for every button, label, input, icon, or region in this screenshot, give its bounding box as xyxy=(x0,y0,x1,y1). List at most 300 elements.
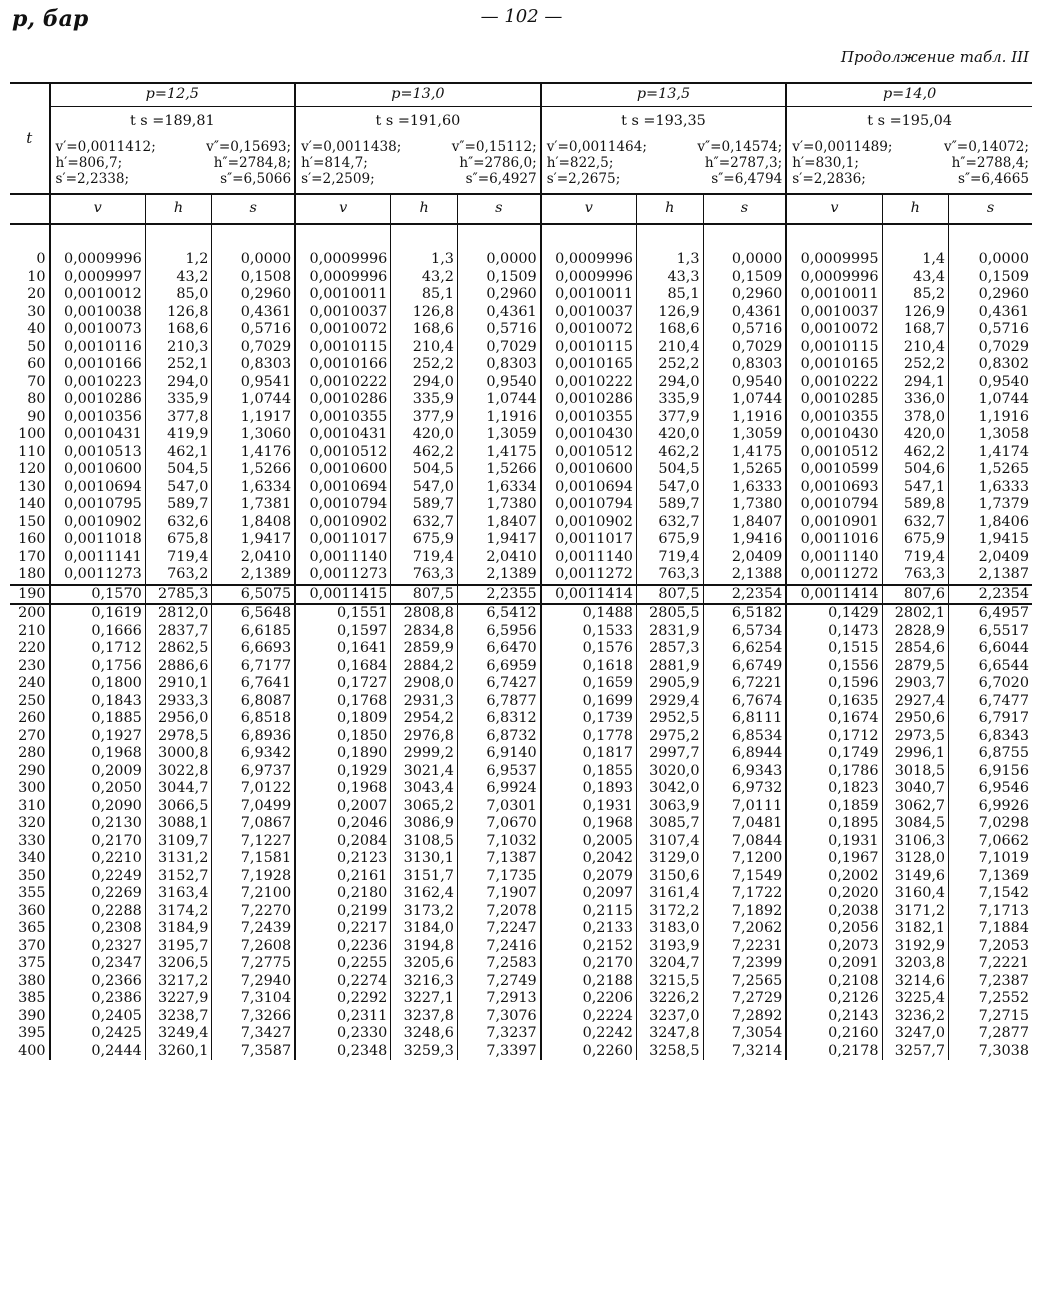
table-cell-value: 7,2608 xyxy=(240,937,292,954)
table-cell-value: 1,3 xyxy=(431,251,454,267)
table-cell-value: 0,0010902 xyxy=(63,513,142,530)
table-cell-value: 7,2583 xyxy=(486,955,537,971)
table-cell-value: 0,0010693 xyxy=(800,478,879,495)
table-cell-value: 0,2152 xyxy=(582,937,633,954)
table-cell-value: 0,0010116 xyxy=(63,338,142,355)
blank-header-cell xyxy=(10,194,50,224)
saturated-vapor-value: s″=6,4927 xyxy=(465,171,537,187)
table-cell-value: 763,3 xyxy=(903,566,946,582)
entropy-column xyxy=(457,710,540,798)
table-cell-value: 7,1907 xyxy=(486,885,537,901)
table-cell-value: 0,1968 xyxy=(582,815,633,831)
table-cell-value: 378,0 xyxy=(903,408,946,425)
table-cell-value: 7,1387 xyxy=(486,850,537,866)
pressure-header-row xyxy=(10,83,1032,107)
temperature-value: 100 xyxy=(18,426,46,442)
temperature-values xyxy=(10,710,50,798)
table-cell-value: 6,8936 xyxy=(240,727,292,744)
table-cell-value: 3173,2 xyxy=(403,902,454,919)
table-cell-value: 3249,4 xyxy=(158,1025,209,1041)
table-cell-value: 2,1389 xyxy=(486,566,537,582)
table-cell-value: 419,9 xyxy=(167,426,209,442)
table-cell-value: 0,1666 xyxy=(91,622,142,639)
table-cell-value: 0,2038 xyxy=(828,902,879,919)
table-cell-value: 7,2270 xyxy=(240,902,292,919)
table-cell-value: 6,7877 xyxy=(486,692,537,709)
saturated-vapor-value: s″=6,4665 xyxy=(957,171,1029,187)
table-cell-value: 763,3 xyxy=(658,566,700,582)
table-cell-value: 0,0010286 xyxy=(555,391,633,407)
table-cell-value: 0,2274 xyxy=(336,972,388,989)
table-cell-value: 7,2715 xyxy=(978,1007,1029,1024)
table-cell-value: 6,9737 xyxy=(240,762,292,779)
table-cell-value: 2,0410 xyxy=(486,548,537,565)
table-cell-value: 0,2178 xyxy=(828,1042,879,1059)
table-cell-value: 0,0010599 xyxy=(800,461,879,477)
table-cell-value: 0,1929 xyxy=(336,762,388,779)
table-cell-value: 1,1916 xyxy=(486,408,537,425)
table-cell-value: 0,2292 xyxy=(336,990,388,1006)
entropy-column xyxy=(949,605,1032,623)
table-cell-value: 6,5648 xyxy=(240,605,292,621)
table-cell-value: 3182,1 xyxy=(894,920,946,936)
table-cell-value: 0,0011018 xyxy=(63,531,142,547)
table-cell-value: 719,4 xyxy=(412,548,454,565)
table-row-group xyxy=(10,623,1032,711)
specific-volume-column xyxy=(541,605,637,623)
table-cell-value: 6,5734 xyxy=(731,622,783,639)
enthalpy-column xyxy=(391,973,458,1061)
table-cell-value: 0,1596 xyxy=(828,675,879,691)
table-cell-value: 7,3587 xyxy=(240,1042,292,1059)
table-cell-value: 1,8408 xyxy=(240,513,292,530)
temperature-values xyxy=(10,798,50,886)
temperature-value: 110 xyxy=(18,443,46,460)
saturated-liquid-value: s′=2,2675; xyxy=(546,171,621,187)
saturated-liquid-value: s′=2,2836; xyxy=(792,171,866,187)
table-cell-value: 0,0010430 xyxy=(555,426,633,442)
table-cell-value: 420,0 xyxy=(903,426,946,442)
temperature-value: 30 xyxy=(27,303,46,320)
table-cell-value: 0,0011017 xyxy=(555,531,633,547)
table-cell-value: 0,8303 xyxy=(731,356,783,372)
specific-volume-column xyxy=(50,885,146,973)
table-cell-value: 6,9546 xyxy=(978,780,1029,796)
table-cell-value: 43,4 xyxy=(913,268,946,285)
table-cell-value: 210,4 xyxy=(658,338,700,355)
table-cell-value: 126,9 xyxy=(903,303,946,320)
table-cell-value: 3066,5 xyxy=(158,797,209,814)
table-cell-value: 7,0499 xyxy=(240,797,292,814)
table-cell-value: 0,2170 xyxy=(91,832,142,849)
specific-volume-column xyxy=(786,710,882,798)
table-cell-value: 0,2084 xyxy=(336,832,388,849)
table-cell-value: 6,9342 xyxy=(240,745,292,761)
table-cell-value: 7,0301 xyxy=(486,797,537,814)
table-cell-value: 7,0122 xyxy=(240,780,292,796)
saturation-properties xyxy=(295,137,541,194)
specific-volume-column xyxy=(541,224,637,356)
table-cell-value: 0,0009995 xyxy=(800,251,879,267)
table-cell-value: 335,9 xyxy=(412,391,454,407)
table-cell-value: 0,1786 xyxy=(828,762,879,779)
table-cell-value: 6,7917 xyxy=(978,710,1029,726)
specific-volume-column xyxy=(50,623,146,711)
table-cell-value: 7,2565 xyxy=(731,972,783,989)
table-row-group xyxy=(10,885,1032,973)
specific-volume-column xyxy=(50,586,146,605)
specific-volume-column xyxy=(295,710,391,798)
table-cell-value: 1,9417 xyxy=(486,531,537,547)
table-cell-value: 6,6470 xyxy=(486,640,537,656)
table-cell-value: 0,0010355 xyxy=(309,408,388,425)
table-cell-value: 0,2005 xyxy=(582,832,633,849)
table-cell-value: 2886,6 xyxy=(158,657,209,674)
table-cell-value: 1,4175 xyxy=(731,443,783,460)
entropy-column xyxy=(703,444,786,532)
table-cell-value: 1,5265 xyxy=(978,461,1029,477)
table-cell-value: 7,2877 xyxy=(978,1025,1029,1041)
specific-volume-column xyxy=(786,444,882,532)
table-cell-value: 335,9 xyxy=(167,391,209,407)
enthalpy-column xyxy=(882,885,949,973)
table-cell-value: 0,1641 xyxy=(336,640,388,656)
enthalpy-column xyxy=(145,224,212,356)
entropy-column xyxy=(457,586,540,605)
table-cell-value: 0,0009996 xyxy=(800,268,879,285)
table-cell-value: 3106,3 xyxy=(894,832,946,849)
specific-volume-column xyxy=(786,356,882,444)
table-cell-value: 6,9926 xyxy=(978,797,1029,814)
temperature-value: 60 xyxy=(27,356,46,372)
table-cell-value: 0,2960 xyxy=(486,286,537,302)
table-cell-value: 0,1509 xyxy=(978,268,1029,285)
table-cell-value: 0,4361 xyxy=(731,303,783,320)
table-cell-value: 6,7674 xyxy=(731,692,783,709)
table-cell-value: 6,8111 xyxy=(731,710,783,726)
table-cell-value: 2828,9 xyxy=(894,622,946,639)
table-cell-value: 462,2 xyxy=(658,443,700,460)
table-cell-value: 0,0010012 xyxy=(63,286,142,302)
temperature-values xyxy=(10,356,50,444)
table-cell-value: 3193,9 xyxy=(649,937,700,954)
table-cell-value: 7,2940 xyxy=(240,972,292,989)
table-row-group xyxy=(10,710,1032,798)
temperature-values xyxy=(10,444,50,532)
entropy-column xyxy=(703,798,786,886)
table-cell-value: 3128,0 xyxy=(894,850,946,866)
enthalpy-column xyxy=(636,356,703,444)
entropy-column xyxy=(703,531,786,585)
table-cell-value: 0,9540 xyxy=(978,373,1029,390)
entropy-column xyxy=(212,885,295,973)
table-cell-value: 3043,4 xyxy=(403,780,454,796)
table-cell-value: 2837,7 xyxy=(158,622,209,639)
table-cell-value: 632,7 xyxy=(658,513,700,530)
table-cell-value: 6,9140 xyxy=(486,745,537,761)
temperature-value: 210 xyxy=(18,622,46,639)
pressure-unit-label: p, бар xyxy=(12,6,89,32)
temperature-value: 385 xyxy=(18,990,46,1006)
table-cell-value: 168,7 xyxy=(903,321,946,337)
table-cell-value: 7,3266 xyxy=(240,1007,292,1024)
temperature-values xyxy=(10,623,50,711)
table-cell-value: 85,0 xyxy=(176,286,209,302)
table-cell-value: 2,1389 xyxy=(240,566,292,582)
entropy-column xyxy=(212,973,295,1061)
table-cell-value: 719,4 xyxy=(658,548,700,565)
table-cell-value: 85,2 xyxy=(913,286,946,302)
table-cell-value: 2978,5 xyxy=(158,727,209,744)
table-cell-value: 6,8732 xyxy=(486,727,537,744)
table-cell-value: 7,0111 xyxy=(731,797,783,814)
table-cell-value: 0,1727 xyxy=(336,675,388,691)
pressure-heading: p=13,5 xyxy=(541,83,787,107)
entropy-column xyxy=(212,710,295,798)
specific-volume-column xyxy=(295,224,391,356)
table-cell-value: 0,1619 xyxy=(91,605,142,621)
table-cell-value: 2973,5 xyxy=(894,727,946,744)
table-cell-value: 210,3 xyxy=(167,338,209,355)
table-cell-value: 0,2311 xyxy=(336,1007,388,1024)
table-cell-value: 6,6693 xyxy=(240,640,292,656)
table-cell-value: 0,1674 xyxy=(828,710,879,726)
table-cell-value: 3063,9 xyxy=(649,797,700,814)
table-cell-value: 0,2327 xyxy=(91,937,142,954)
enthalpy-column xyxy=(145,356,212,444)
table-cell-value: 6,8312 xyxy=(486,710,537,726)
table-cell-value: 7,3076 xyxy=(486,1007,537,1024)
table-cell-value: 0,2348 xyxy=(336,1042,388,1059)
table-cell-value: 0,0011272 xyxy=(800,566,879,582)
enthalpy-column xyxy=(636,224,703,356)
temperature-value: 20 xyxy=(27,286,46,302)
table-cell-value: 0,1843 xyxy=(91,692,142,709)
table-cell-value: 547,0 xyxy=(658,478,700,495)
table-cell-value: 0,1749 xyxy=(828,745,879,761)
table-cell-value: 7,2913 xyxy=(486,990,537,1006)
enthalpy-header: h xyxy=(145,194,212,224)
saturation-properties xyxy=(50,137,296,194)
table-cell-value: 0,0010115 xyxy=(309,338,388,355)
enthalpy-column xyxy=(145,586,212,605)
table-cell-value: 2831,9 xyxy=(649,622,700,639)
table-cell-value: 3216,3 xyxy=(403,972,454,989)
enthalpy-column xyxy=(882,623,949,711)
table-cell-value: 589,8 xyxy=(903,496,946,512)
enthalpy-column xyxy=(145,798,212,886)
temperature-value: 120 xyxy=(18,461,46,477)
table-cell-value: 504,5 xyxy=(167,461,209,477)
temperature-value: 280 xyxy=(18,745,46,761)
table-cell-value: 7,2078 xyxy=(486,902,537,919)
table-cell-value: 0,2960 xyxy=(731,286,783,302)
table-cell-value: 0,0010794 xyxy=(309,496,388,512)
table-cell-value: 0,2308 xyxy=(91,920,142,936)
enthalpy-column xyxy=(636,531,703,585)
table-cell-value: 0,1885 xyxy=(91,710,142,726)
table-cell-value: 6,6185 xyxy=(240,622,292,639)
table-cell-value: 7,2247 xyxy=(486,920,537,936)
table-cell-value: 168,6 xyxy=(412,321,454,337)
table-cell-value: 2905,9 xyxy=(649,675,700,691)
table-cell-value: 0,1927 xyxy=(91,727,142,744)
table-cell-value: 3227,1 xyxy=(403,990,454,1006)
temperature-value: 250 xyxy=(18,692,46,709)
table-cell-value: 2812,0 xyxy=(158,605,209,621)
table-cell-value: 547,0 xyxy=(412,478,454,495)
temperature-value: 370 xyxy=(18,937,46,954)
table-cell-value: 3109,7 xyxy=(158,832,209,849)
table-cell-value: 2805,5 xyxy=(649,605,700,621)
table-row-group xyxy=(10,973,1032,1061)
table-cell-value: 0,4361 xyxy=(978,303,1029,320)
table-cell-value: 2933,3 xyxy=(158,692,209,709)
enthalpy-column xyxy=(882,444,949,532)
saturated-liquid-value: s′=2,2509; xyxy=(301,171,375,187)
table-cell-value: 0,2217 xyxy=(336,920,388,936)
enthalpy-column xyxy=(391,356,458,444)
temperature-value: 355 xyxy=(18,885,46,901)
table-cell-value: 2802,1 xyxy=(894,605,946,621)
table-cell-value: 0,1768 xyxy=(336,692,388,709)
table-cell-value: 7,0670 xyxy=(486,815,537,831)
table-cell-value: 6,5182 xyxy=(731,605,783,621)
table-cell-value: 1,0744 xyxy=(486,391,537,407)
table-cell-value: 3042,0 xyxy=(649,780,700,796)
table-cell-value: 7,0844 xyxy=(731,832,783,849)
table-cell-value: 0,2050 xyxy=(91,780,142,796)
table-cell-value: 0,0010011 xyxy=(555,286,633,302)
table-cell-value: 2997,7 xyxy=(649,745,700,761)
table-cell-value: 3162,4 xyxy=(403,885,454,901)
saturated-liquid-value: v′=0,0011412; xyxy=(55,139,156,155)
enthalpy-column xyxy=(882,798,949,886)
table-cell-value: 1,7379 xyxy=(978,496,1029,512)
specific-volume-column xyxy=(295,356,391,444)
saturation-properties xyxy=(786,137,1032,194)
table-cell-value: 3107,4 xyxy=(649,832,700,849)
table-cell-value: 0,2249 xyxy=(91,867,142,884)
entropy-column xyxy=(457,444,540,532)
table-cell-value: 0,0010600 xyxy=(63,461,142,477)
table-cell-value: 1,9416 xyxy=(731,531,783,547)
table-cell-value: 0,0009996 xyxy=(555,268,633,285)
table-cell-value: 7,2729 xyxy=(731,990,783,1006)
table-cell-value: 252,1 xyxy=(167,356,209,372)
enthalpy-column xyxy=(636,444,703,532)
saturated-liquid-value: v′=0,0011438; xyxy=(301,139,402,155)
entropy-column xyxy=(212,444,295,532)
entropy-header: s xyxy=(457,194,540,224)
specific-volume-column xyxy=(50,531,146,585)
enthalpy-column xyxy=(391,586,458,605)
temperature-value: 395 xyxy=(18,1025,46,1041)
table-cell-value: 0,1931 xyxy=(828,832,879,849)
table-cell-value: 0,8302 xyxy=(978,356,1029,372)
table-cell-value: 1,7380 xyxy=(486,496,537,512)
entropy-column xyxy=(703,586,786,605)
table-cell-value: 0,2056 xyxy=(828,920,879,936)
table-cell-value: 0,0011273 xyxy=(309,566,388,582)
table-cell-value: 0,0010011 xyxy=(309,286,388,302)
table-cell-value: 1,0744 xyxy=(240,391,292,407)
table-cell-value: 0,2090 xyxy=(91,797,142,814)
specific-volume-column xyxy=(541,586,637,605)
table-cell-value: 0,5716 xyxy=(240,321,292,337)
table-cell-value: 589,7 xyxy=(412,496,454,512)
enthalpy-column xyxy=(145,973,212,1061)
entropy-column xyxy=(949,973,1032,1061)
temperature-value: 10 xyxy=(27,268,46,285)
table-cell-value: 1,6333 xyxy=(731,478,783,495)
table-cell-value: 0,0011017 xyxy=(309,531,388,547)
temperature-value: 180 xyxy=(18,566,46,582)
table-cell-value: 3192,9 xyxy=(894,937,946,954)
table-cell-value: 7,3054 xyxy=(731,1025,783,1041)
specific-volume-column xyxy=(295,444,391,532)
table-cell-value: 377,8 xyxy=(167,408,209,425)
table-cell-value: 7,1542 xyxy=(978,885,1029,901)
table-cell-value: 126,8 xyxy=(167,303,209,320)
saturated-liquid-value: v′=0,0011489; xyxy=(792,139,893,155)
table-cell-value: 1,7381 xyxy=(240,496,292,512)
enthalpy-header: h xyxy=(391,194,458,224)
table-cell-value: 0,2130 xyxy=(91,815,142,831)
table-cell-value: 1,0744 xyxy=(731,391,783,407)
specific-volume-column xyxy=(786,623,882,711)
table-cell-value: 3131,2 xyxy=(158,850,209,866)
table-cell-value: 3236,2 xyxy=(894,1007,946,1024)
specific-volume-column xyxy=(786,885,882,973)
entropy-column xyxy=(212,798,295,886)
table-cell-value: 3163,4 xyxy=(158,885,209,901)
table-cell-value: 294,0 xyxy=(167,373,209,390)
table-cell-value: 377,9 xyxy=(658,408,700,425)
table-cell-value: 0,1570 xyxy=(91,585,142,602)
specific-volume-column xyxy=(786,531,882,585)
table-cell-value: 0,0009996 xyxy=(309,251,388,267)
entropy-column xyxy=(949,885,1032,973)
table-cell-value: 0,1618 xyxy=(582,657,633,674)
table-cell-value: 0,5716 xyxy=(978,321,1029,337)
table-cell-value: 0,1968 xyxy=(91,745,142,761)
temperature-value: 290 xyxy=(18,762,46,779)
table-cell-value: 719,4 xyxy=(167,548,209,565)
table-cell-value: 6,6749 xyxy=(731,657,783,674)
enthalpy-column xyxy=(391,531,458,585)
table-cell-value: 462,2 xyxy=(412,443,454,460)
specific-volume-column xyxy=(295,973,391,1061)
enthalpy-column xyxy=(391,710,458,798)
table-cell-value: 3237,8 xyxy=(403,1007,454,1024)
table-cell-value: 7,2416 xyxy=(486,937,537,954)
table-cell-value: 0,1778 xyxy=(582,727,633,744)
table-cell-value: 547,1 xyxy=(903,478,946,495)
saturated-vapor-value: v″=0,14072; xyxy=(944,139,1029,155)
table-cell-value: 420,0 xyxy=(658,426,700,442)
table-cell-value: 6,7177 xyxy=(240,657,292,674)
enthalpy-column xyxy=(882,586,949,605)
table-cell-value: 6,9537 xyxy=(486,762,537,779)
enthalpy-column xyxy=(145,605,212,623)
table-cell-value: 0,2133 xyxy=(582,920,633,936)
entropy-header: s xyxy=(949,194,1032,224)
table-cell-value: 2952,5 xyxy=(649,710,700,726)
table-cell-value: 0,2020 xyxy=(828,885,879,901)
enthalpy-column xyxy=(636,885,703,973)
table-cell-value: 2,2354 xyxy=(978,585,1029,602)
